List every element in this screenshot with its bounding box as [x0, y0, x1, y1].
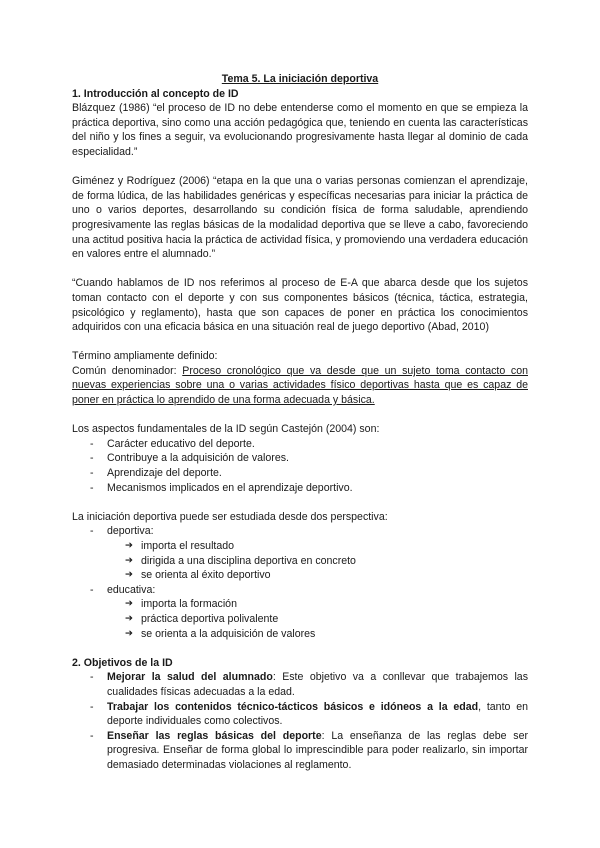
- section-1-heading: 1. Introducción al concepto de ID: [72, 87, 239, 100]
- list-item: - Aprendizaje del deporte.: [90, 466, 528, 481]
- term-line: Término ampliamente definido:: [72, 350, 218, 363]
- list-item: [90, 524, 528, 582]
- list-item: [90, 729, 528, 773]
- common-denominator-text: Proceso cronológico que va desde que un sujeto toma contacto con nuevas experiencias sobre una o varias actividades físico deportivas hasta que es capaz de poner en práctica lo aprendido de una forma adecuada y básica.: [72, 364, 528, 407]
- objective-text: : Este objetivo va a conllevar que trabajemos las cualidades físicas adecuadas a la edad.: [107, 671, 528, 698]
- perspective-label: educativa:: [107, 583, 156, 596]
- list-item: ➔ práctica deportiva polivalente: [125, 612, 528, 627]
- spacer: [72, 408, 528, 423]
- objective-title: Mejorar la salud del alumnado: [107, 671, 273, 684]
- list-item: ➔ se orienta al éxito deportivo: [125, 568, 528, 583]
- list-item: [90, 670, 528, 699]
- objectives-list: [72, 670, 528, 772]
- spacer: [72, 641, 528, 656]
- paragraph-gimenez: Giménez y Rodríguez (2006) “etapa en la que una o varias personas comienzan el aprendizaje, de forma lúdica, de las habilidades genéricas y específicas necesarias para iniciar la práctica de uno o varios deportes, desarrollando su condición física de forma saludable, aprendiendo progresivamente las reglas básicas de la modalidad deportiva que se lleve a cabo, favoreciendo una actitud positiva hacia la práctica de actividad física, y promoviendo una verdadera educación en valores entre el alumnado.”: [72, 175, 528, 261]
- perspective-label: deportiva:: [107, 525, 154, 538]
- spacer: [72, 335, 528, 350]
- list-item: - Contribuye a la adquisición de valores.: [90, 451, 528, 466]
- spacer: [72, 160, 528, 175]
- list-item: [90, 700, 528, 729]
- paragraph-abad: “Cuando hablamos de ID nos referimos al proceso de E-A que abarca desde que los sujetos toman contacto con el deporte y con sus componentes básicos (técnica, táctica, estrategia, psicológico y reglamento), hasta que son capaces de poner en práctica los conocimientos adquiridos con una eficacia básica en una situación real de juego deportivo (Abad, 2010): [72, 277, 528, 334]
- perspectives-intro: La iniciación deportiva puede ser estudiada desde dos perspectiva:: [72, 510, 388, 523]
- aspects-list: [72, 437, 528, 495]
- list-item: [90, 583, 528, 641]
- list-item: ➔ dirigida a una disciplina deportiva en concreto: [125, 554, 528, 569]
- section-2-heading: 2. Objetivos de la ID: [72, 656, 173, 669]
- list-item: ➔ se orienta a la adquisición de valores: [125, 627, 528, 642]
- paragraph-blazquez: Blázquez (1986) “el proceso de ID no debe entenderse como el momento en que se empieza la práctica deportiva, sino como una acción pedagógica que, teniendo en cuenta las características del niño y los fines a seguir, va evolucionando progresivamente hasta llegar al dominio de cada especialidad.”: [72, 102, 528, 158]
- spacer: [72, 495, 528, 510]
- spacer: [72, 262, 528, 277]
- perspective-sublist: [107, 539, 528, 583]
- common-denominator-label: Común denominador:: [72, 364, 183, 377]
- common-denominator: [72, 364, 528, 408]
- objective-text: : La enseñanza de las reglas debe ser progresiva. Enseñar de forma global lo imprescindible para poder realizarlo, sin importar demasiado determinadas violaciones al reglamento.: [107, 729, 528, 771]
- perspective-sublist: [107, 597, 528, 641]
- list-item: ➔ importa la formación: [125, 597, 528, 612]
- objective-text: , tanto en deporte individuales como colectivos.: [107, 700, 528, 728]
- aspects-intro: Los aspectos fundamentales de la ID según Castejón (2004) son:: [72, 423, 380, 436]
- objective-title: Trabajar los contenidos técnico-tácticos básicos e idóneos a la edad: [107, 700, 479, 713]
- perspectives-list: [72, 524, 528, 641]
- objective-title: Enseñar las reglas básicas del deporte: [107, 729, 322, 742]
- list-item: - Mecanismos implicados en el aprendizaje deportivo.: [90, 481, 528, 496]
- list-item: - Carácter educativo del deporte.: [90, 437, 528, 452]
- document-title: Tema 5. La iniciación deportiva: [221, 73, 379, 85]
- list-item: ➔ importa el resultado: [125, 539, 528, 554]
